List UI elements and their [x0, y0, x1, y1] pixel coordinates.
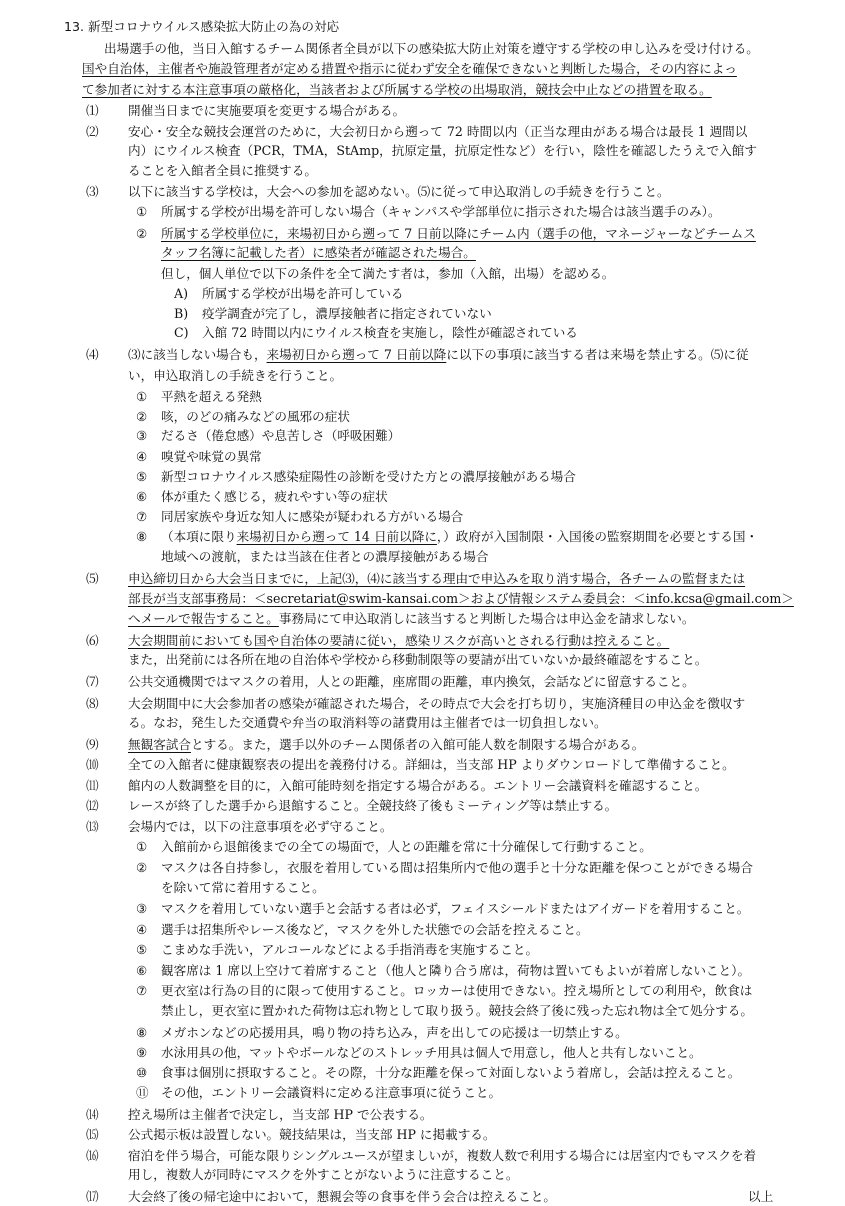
text-line — [86, 632, 99, 650]
text-run: ⑺ — [86, 674, 99, 689]
text-run: ⑵ — [86, 124, 99, 139]
text-line — [161, 548, 488, 566]
text-run: ⑥ — [136, 489, 148, 504]
text-line — [161, 859, 753, 877]
text-run: ③ — [136, 428, 148, 443]
text-line — [161, 427, 400, 445]
text-run: ⑴ — [86, 103, 99, 118]
text-line — [86, 183, 99, 201]
text-run: 開催当日までに実施要項を変更する場合がある。 — [128, 103, 406, 118]
text-run: 嗅覚や味覚の異常 — [161, 449, 262, 464]
text-line — [136, 488, 147, 506]
text-run: マスクは各自持参し，衣服を着用している間は招集所内で他の選手と十分な距離を保つことができる場合 — [161, 860, 753, 875]
text-line — [161, 921, 589, 939]
text-run: 所属する学校が出場を許可している — [202, 286, 404, 301]
text-line — [161, 408, 350, 426]
text-run: 選手は招集所やレース後など，マスクを外した状態での会話を控えること。 — [161, 922, 589, 937]
text-run: ，）政府が入国制限・入国後の監察期間を必要とする国・ — [436, 529, 759, 544]
text-run: 疫学調査が完了し，濃厚接触者に指定されていない — [202, 306, 492, 321]
text-run: 入館 72 時間以内にウイルス検査を実施し，陰性が確認されている — [202, 325, 578, 340]
text-run: ⑶ — [86, 184, 99, 199]
text-line — [161, 448, 262, 466]
text-run: ③ — [136, 901, 148, 916]
text-run: ② — [136, 860, 148, 875]
text-run: ⑹ — [86, 633, 99, 648]
text-run: ⑥ — [136, 963, 148, 978]
text-line — [128, 673, 695, 691]
text-line — [161, 1044, 702, 1062]
text-line — [174, 305, 188, 323]
text-run: 体が重たく感じる，疲れやすい等の症状 — [161, 489, 388, 504]
underlined-text: 無観客試合 — [128, 737, 191, 752]
text-line — [128, 695, 745, 713]
text-run: C) — [174, 325, 189, 340]
text-line — [86, 1147, 99, 1165]
text-line — [136, 982, 147, 1000]
text-line — [136, 203, 147, 221]
underlined-text: 来場初日から遡って 14 日前以降に — [236, 529, 437, 544]
text-line — [136, 859, 147, 877]
underlined-text: 大会期間前においても国や自治体の要請に従い，感染リスクが高いとされる行動は控えること。 — [128, 633, 670, 648]
text-run: 新型コロナウイルス感染症陽性の診断を受けた方との濃厚接触がある場合 — [161, 469, 576, 484]
text-run: 全ての入館者に健康観察表の提出を義務付ける。詳細は，当支部 HP よりダウンロードして準備すること。 — [128, 757, 735, 772]
text-line — [82, 81, 712, 99]
text-run: ⑼ — [86, 737, 99, 752]
text-line — [136, 921, 147, 939]
text-line — [86, 818, 99, 836]
text-run: また，出発前には各所在地の自治体や学校から移動制限等の要請が出ていないか最終確認をすること。 — [128, 652, 708, 667]
text-run: ⑻ — [86, 696, 99, 711]
text-line — [128, 777, 707, 795]
text-run: こまめな手洗い，アルコールなどによる手指消毒を実施すること。 — [161, 942, 539, 957]
text-run: 地域への渡航，または当該在住者との濃厚接触がある場合 — [161, 549, 489, 564]
text-run: を除いて常に着用すること。 — [161, 880, 325, 895]
text-run: 大会期間中に大会参加者の感染が確認された場合，その時点で大会を打ち切り，実施済種目の申込金を徴収す — [128, 696, 746, 711]
text-line — [136, 528, 147, 546]
text-run: 以下に該当する学校は，大会への参加を認めない。⑸に従って申込取消しの手続きを行うこと。 — [128, 184, 670, 199]
text-run: （本項に限り — [161, 529, 237, 544]
text-run: ④ — [136, 922, 148, 937]
text-line — [161, 528, 758, 546]
text-run: 宿泊を伴う場合，可能な限りシングルユースが望ましいが，複数人数で利用する場合には居室内でもマスクを着 — [128, 1148, 757, 1163]
text-line — [136, 1064, 147, 1082]
text-line — [161, 225, 756, 243]
text-line — [128, 797, 617, 815]
underlined-text: 来場初日から遡って 7 日前以降 — [266, 347, 447, 362]
text-line — [86, 570, 99, 588]
text-line — [86, 797, 99, 815]
text-line — [161, 900, 749, 918]
underlined-text: タッフ名簿に記載した者）に感染者が確認された場合。 — [161, 245, 476, 260]
text-run: だるさ（倦怠感）や息苦しさ（呼吸困難） — [161, 428, 401, 443]
text-line — [128, 346, 749, 364]
text-line — [174, 285, 188, 303]
text-line — [136, 448, 147, 466]
text-line — [136, 900, 147, 918]
text-line — [86, 1126, 99, 1144]
text-run: 入館前から退館後までの全ての場面で，人との距離を常に十分確保して行動すること。 — [161, 839, 652, 854]
text-run: ⑤ — [136, 469, 148, 484]
text-run: 出場選手の他，当日入館するチーム関係者全員が以下の感染拡大防止対策を遵守する学校の申し込みを受け付ける。 — [104, 41, 759, 56]
text-line — [86, 695, 99, 713]
text-line — [82, 60, 737, 78]
text-run: ⒀ — [86, 819, 99, 834]
text-line — [161, 1002, 753, 1020]
text-run: ① — [136, 389, 148, 404]
underlined-text: 部長が当支部事務局：＜secretariat@swim-kansai.com＞および情報システム委員会：＜info.kcsa@gmail.com＞ — [128, 591, 794, 606]
underlined-text: て参加者に対する本注意事項の厳格化，当該者および所属する学校の出場取消，競技会中止などの措置を取る。 — [82, 82, 712, 97]
text-run: る。なお，発生した交通費や弁当の取消料等の諸費用は主催者では一切負担しない。 — [128, 715, 607, 730]
text-run: ⑧ — [136, 1025, 148, 1040]
text-line — [136, 427, 147, 445]
text-line — [86, 736, 99, 754]
text-line — [128, 142, 757, 160]
text-run: ることを入館者全員に推奨する。 — [128, 163, 317, 178]
text-run: ① — [136, 204, 148, 219]
text-line — [128, 1126, 496, 1144]
text-run: 同居家族や身近な知人に感染が疑われる方がいる場合 — [161, 509, 464, 524]
text-run: 食事は個別に摂取すること。その際，十分な距離を保って対面しないよう着席し，会話は控えること。 — [161, 1065, 741, 1080]
text-line — [128, 570, 745, 588]
underlined-text: へメールで報告すること。 — [128, 611, 279, 626]
text-line — [86, 777, 99, 795]
text-line — [104, 40, 759, 58]
text-run: ② — [136, 409, 148, 424]
text-line — [128, 610, 694, 628]
text-run: とする。また，選手以外のチーム関係者の入館可能人数を制限する場合がある。 — [190, 737, 645, 752]
text-line — [202, 305, 492, 323]
text-run: B) — [174, 306, 189, 321]
text-line — [136, 388, 147, 406]
text-run: 13. 新型コロナウイルス感染拡大防止の為の対応 — [64, 19, 340, 34]
text-run: 水泳用具の他，マットやボールなどのストレッチ用具は個人で用意し，他人と共有しないこと。 — [161, 1045, 702, 1060]
text-run: メガホンなどの応援用具，鳴り物の持ち込み，声を出しての応援は一切禁止する。 — [161, 1025, 628, 1040]
text-line — [128, 632, 669, 650]
underlined-text: 申込締切日から大会当日までに，上記⑶，⑷に該当する理由で申込みを取り消す場合，各チームの監督または — [128, 571, 746, 586]
text-run: ⑽ — [86, 757, 99, 772]
text-line — [136, 941, 147, 959]
text-run: 観客席は 1 席以上空けて着席すること（他人と隣り合う席は，荷物は置いてもよいが着席しないこと）。 — [161, 963, 751, 978]
text-run: 禁止し，更衣室に置かれた荷物は忘れ物として取り扱う。競技会終了後に残った忘れ物は全て処分する。 — [161, 1003, 753, 1018]
text-line — [174, 324, 189, 342]
text-line: 大会終了後の帰宅途中において，懇親会等の食事を伴う会合は控えること。 — [128, 1189, 556, 1204]
text-run: ⑪ — [136, 1085, 149, 1100]
text-line — [136, 1044, 147, 1062]
text-line — [161, 941, 538, 959]
text-run: ① — [136, 839, 148, 854]
text-run: 事務局にて申込取消しに該当すると判断した場合は申込金を請求しない。 — [278, 611, 695, 626]
text-run: ⑷ — [86, 347, 99, 362]
text-line — [161, 488, 388, 506]
text-run: ⑶に該当しない場合も， — [128, 347, 267, 362]
text-run: ⑦ — [136, 983, 148, 998]
text-line — [86, 1106, 99, 1124]
underlined-text: 所属する学校単位に，来場初日から遡って 7 日前以降にチーム内（選手の他，マネージャーなどチームス — [161, 226, 756, 241]
text-line — [161, 879, 325, 897]
text-line — [128, 1147, 756, 1165]
text-run: その他，エントリー会議資料に定める注意事項に従うこと。 — [161, 1085, 502, 1100]
text-run: に以下の事項に該当する者は来場を禁止する。⑸に従 — [446, 347, 749, 362]
text-line — [161, 508, 463, 526]
text-run: 公式掲示板は設置しない。競技結果は，当支部 HP に掲載する。 — [128, 1127, 496, 1142]
text-run: ⑾ — [86, 778, 99, 793]
text-line — [136, 962, 147, 980]
text-line — [86, 102, 99, 120]
text-run: 安心・安全な競技会運営のために，大会初日から遡って 72 時間以内（正当な理由がある場合は最長 1 週間以 — [128, 124, 748, 139]
text-line — [86, 756, 99, 774]
text-run: 平熱を超える発熱 — [161, 389, 262, 404]
text-line — [86, 346, 99, 364]
text-line — [161, 203, 721, 221]
text-run: ⒁ — [86, 1107, 99, 1122]
text-run: 咳，のどの痛みなどの風邪の症状 — [161, 409, 350, 424]
text-run: マスクを着用していない選手と会話する者は必ず，フェイスシールドまたはアイガードを着用すること。 — [161, 901, 750, 916]
text-line — [136, 1084, 149, 1102]
text-run: ④ — [136, 449, 148, 464]
text-line — [128, 651, 707, 669]
text-run: 更衣室は行為の目的に限って使用すること。ロッカーは使用できない。控え場所としての利用や，飲食は — [161, 983, 753, 998]
text-line — [161, 468, 576, 486]
text-run: 館内の人数調整を目的に，入館可能時刻を指定する場合がある。エントリー会議資料を確認すること。 — [128, 778, 708, 793]
text-run: ⑿ — [86, 798, 99, 813]
text-line — [161, 1064, 740, 1082]
text-line — [128, 183, 670, 201]
text-line: ⒄ — [86, 1189, 99, 1204]
text-run: 会場内では，以下の注意事項を必ず守ること。 — [128, 819, 393, 834]
underlined-text: 国や自治体，主催者や施設管理者が定める措置や指示に従わず安全を確保できないと判断した場合，その内容によっ — [82, 61, 737, 76]
text-line — [128, 714, 607, 732]
text-line — [128, 123, 747, 141]
text-line — [64, 18, 339, 36]
text-run: 公共交通機関ではマスクの着用，人との距離，座席間の距離，車内換気，会話などに留意すること。 — [128, 674, 695, 689]
text-run: 所属する学校が出場を許可しない場合（キャンパスや学部単位に指示された場合は該当選手のみ）。 — [161, 204, 721, 219]
text-run: 但し，個人単位で以下の条件を全て満たす者は，参加（入館，出場）を認める。 — [161, 266, 615, 281]
text-line — [161, 265, 614, 283]
text-line — [86, 123, 99, 141]
text-run: A) — [174, 286, 189, 301]
text-line — [161, 982, 752, 1000]
text-line — [161, 388, 262, 406]
text-line — [128, 590, 794, 608]
text-line — [136, 838, 147, 856]
text-line — [161, 1084, 501, 1102]
text-line — [128, 818, 392, 836]
text-run: ⒂ — [86, 1127, 99, 1142]
text-run: ⑨ — [136, 1045, 148, 1060]
text-line — [128, 367, 342, 385]
text-run: ⑸ — [86, 571, 99, 586]
text-line — [161, 962, 750, 980]
text-line: 用し，複数人が同時にマスクを外すことがないように注意すること。 — [128, 1167, 519, 1182]
text-run: ⑩ — [136, 1065, 148, 1080]
text-line — [128, 736, 644, 754]
text-run: ⑧ — [136, 529, 148, 544]
text-line — [202, 324, 578, 342]
text-line — [202, 285, 404, 303]
text-line — [136, 225, 147, 243]
text-run: ⑤ — [136, 942, 148, 957]
text-line — [136, 408, 147, 426]
text-run: い，申込取消しの手続きを行うこと。 — [128, 368, 343, 383]
text-run: 控え場所は主催者で決定し，当支部 HP で公表する。 — [128, 1107, 433, 1122]
text-line — [128, 1106, 433, 1124]
text-line — [86, 673, 99, 691]
text-line: 以上 — [748, 1189, 774, 1204]
text-run: ⒃ — [86, 1148, 99, 1163]
text-line — [161, 244, 476, 262]
text-line — [136, 468, 147, 486]
text-run: ⑦ — [136, 509, 148, 524]
text-line — [136, 508, 147, 526]
text-line — [136, 1024, 147, 1042]
text-run: ② — [136, 226, 148, 241]
text-run: 内）にウイルス検査（PCR，TMA，StAmp，抗原定量，抗原定性など）を行い，陰性を確認したうえで入館す — [128, 143, 757, 158]
text-line — [161, 838, 652, 856]
text-run: レースが終了した選手から退館すること。全競技終了後もミーティング等は禁止する。 — [128, 798, 618, 813]
text-line — [161, 1024, 628, 1042]
text-line — [128, 102, 405, 120]
text-line — [128, 162, 317, 180]
text-line — [128, 756, 735, 774]
